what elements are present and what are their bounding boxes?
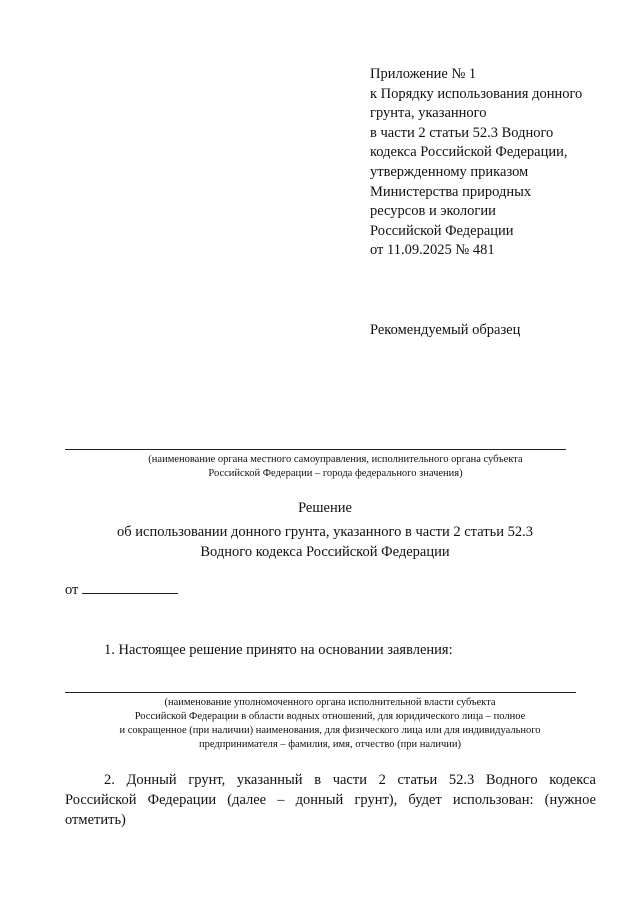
word: (нужное	[544, 792, 596, 808]
appendix-line: к Порядку использования донного	[370, 85, 583, 102]
authority-name-line	[65, 449, 566, 450]
authority-caption	[65, 453, 606, 481]
decision-date-row	[65, 581, 178, 599]
caption-line: (наименование уполномоченного органа исполнительной власти субъекта	[164, 697, 496, 708]
decision-title: Решение	[298, 500, 352, 516]
applicant-caption	[80, 696, 580, 752]
paragraph-1: 1. Настоящее решение принято на основании заявления:	[104, 642, 453, 658]
word: части	[332, 772, 367, 788]
decision-subtitle: об использовании донного грунта, указанного в части 2 статьи 52.3	[117, 524, 533, 540]
caption-line: Российской Федерации – города федерального значения)	[208, 468, 463, 479]
paragraph-2-line-3: отметить)	[65, 812, 126, 828]
recommended-sample-label: Рекомендуемый образец	[370, 322, 521, 338]
caption-line: (наименование органа местного самоуправления, исполнительного органа субъекта	[148, 454, 523, 465]
word: 2	[378, 772, 386, 788]
word: 2.	[104, 772, 115, 788]
caption-line: и сокращенное (при наличии) наименования, для физического лица или для индивидуального	[119, 725, 541, 736]
word: Донный	[126, 772, 177, 788]
word: донный	[295, 792, 344, 808]
word: Федерации	[147, 792, 217, 808]
word: –	[277, 792, 285, 808]
appendix-line: Министерства природных	[370, 183, 532, 200]
caption-line: Российской Федерации в области водных отношений, для юридического лица – полное	[134, 711, 526, 722]
paragraph-2-line-1	[65, 770, 596, 790]
paragraph-2	[65, 770, 596, 830]
decision-subtitle: Водного кодекса Российской Федерации	[200, 544, 450, 560]
word: Водного	[485, 772, 538, 788]
word: (далее	[227, 792, 267, 808]
appendix-header	[370, 65, 620, 261]
word: грунт),	[354, 792, 398, 808]
appendix-line: Приложение № 1	[370, 66, 477, 82]
applicant-name-line	[65, 692, 576, 693]
appendix-line: от 11.09.2025 № 481	[370, 242, 495, 259]
word: будет	[408, 792, 442, 808]
appendix-line: грунта, указанного	[370, 105, 487, 122]
appendix-line: ресурсов и экологии	[370, 203, 496, 220]
word: в	[314, 772, 322, 788]
appendix-line: кодекса Российской Федерации,	[370, 144, 568, 161]
word: статьи	[397, 772, 438, 788]
date-blank-field[interactable]	[82, 581, 178, 594]
paragraph-2-line-2	[65, 790, 596, 810]
word: 52.3	[448, 772, 475, 788]
caption-line: предпринимателя – фамилия, имя, отчество (при наличии)	[198, 739, 462, 750]
word: указанный	[236, 772, 303, 788]
word: кодекса	[549, 772, 596, 788]
word: грунт,	[188, 772, 226, 788]
word: использован:	[452, 792, 534, 808]
word: Российской	[65, 792, 137, 808]
date-label: от	[65, 582, 79, 598]
appendix-line: в части 2 статьи 52.3 Водного	[370, 124, 554, 141]
appendix-line: Российской Федерации	[370, 222, 514, 239]
appendix-line: утвержденному приказом	[370, 163, 529, 180]
